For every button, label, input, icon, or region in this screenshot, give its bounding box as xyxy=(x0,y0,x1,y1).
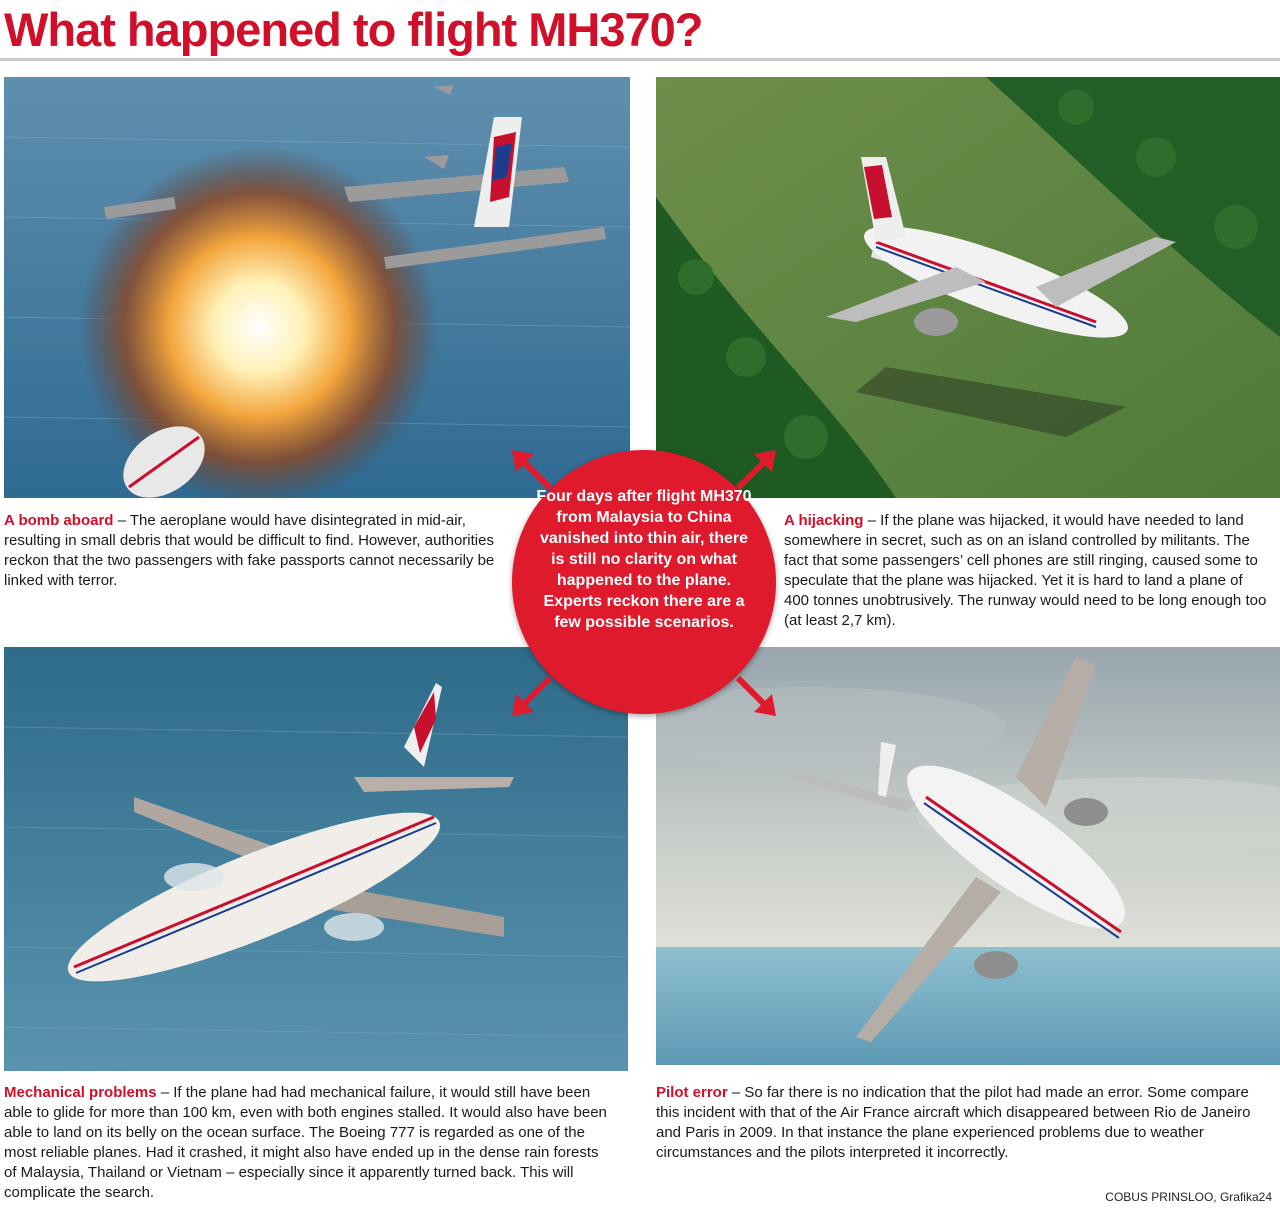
hijacking-caption-lead: A hijacking xyxy=(784,512,864,529)
mechanical-scenario-image xyxy=(4,647,628,1071)
bomb-caption xyxy=(4,511,500,591)
bomb-caption-lead: A bomb aboard xyxy=(4,512,114,529)
credit-line: COBUS PRINSLOO, Grafika24 xyxy=(1105,1190,1272,1204)
bomb-scenario-image xyxy=(4,77,630,498)
hijacking-caption xyxy=(784,511,1268,631)
hijacking-scenario-image xyxy=(656,77,1280,498)
mechanical-caption-body: – If the plane had had mechanical failure, it would still have been able to glide for more than 100 km, even with both engines stalled. It would also have been able to land on its belly on the ocean surface. The Boeing 777 is regarded as one of the most reliable planes. Had it crashed, it might also have ended up in the dense rain forests of Malaysia, Thailand or Vietnam – especially since it apparently turned back. This will complicate the search. xyxy=(4,1084,607,1201)
bomb-caption-body: – The aeroplane would have disintegrated in mid-air, resulting in small debris that would be difficult to find. However, authorities reckon that the two passengers with fake passports cannot necessarily be linked with terror. xyxy=(4,512,495,589)
pilot-error-caption-lead: Pilot error xyxy=(656,1084,728,1101)
pilot-error-scenario-image xyxy=(656,647,1280,1065)
pilot-error-caption xyxy=(656,1083,1266,1163)
headline: What happened to flight MH370? xyxy=(4,3,703,56)
mechanical-caption-lead: Mechanical problems xyxy=(4,1084,157,1101)
mechanical-caption xyxy=(4,1083,614,1203)
headline-divider xyxy=(0,58,1280,61)
hijacking-caption-body: – If the plane was hijacked, it would have needed to land somewhere in secret, such as on an island controlled by militants. The fact that some passengers’ cell phones are still ringing, caused some to speculate that the plane was hijacked. Yet it is hard to land a plane of 400 tonnes unobtrusively. The runway would need to be long enough too (at least 2,7 km). xyxy=(784,512,1267,629)
center-circle-text: Four days after flight MH370 from Malaysia to China vanished into thin air, there is still no clarity on what happened to the plane. Experts reckon there are a few possible scenarios. xyxy=(536,488,752,631)
pilot-error-caption-body: – So far there is no indication that the pilot had made an error. Some compare this incident with that of the Air France aircraft which disappeared between Rio de Janeiro and Paris in 2009. In that instance the plane experienced problems due to weather circumstances and the pilots interpreted it incorrectly. xyxy=(656,1084,1251,1161)
